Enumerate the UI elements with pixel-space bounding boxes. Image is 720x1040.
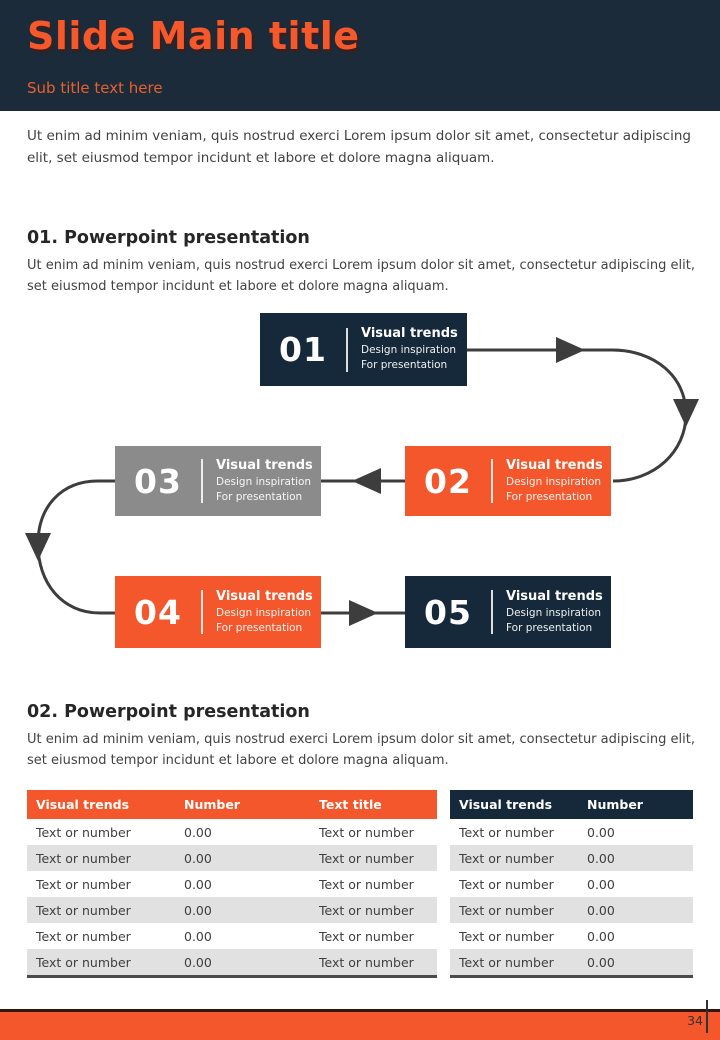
table-cell: 0.00: [578, 897, 693, 923]
table-row: [450, 949, 693, 975]
page-subtitle: Sub title text here: [27, 79, 163, 97]
step-number: 04: [134, 592, 182, 632]
table-cell: Text or number: [36, 928, 131, 944]
page-number-divider: [706, 1000, 708, 1033]
footer-bar: [0, 1009, 720, 1040]
table-row: [450, 897, 693, 923]
table-row: [27, 871, 437, 897]
step-line: Design inspiration: [506, 606, 602, 619]
connector-03-04: [38, 481, 115, 613]
table-cell: 0.00: [587, 824, 615, 840]
step-number: 05: [424, 592, 472, 632]
table-cell: Text or number: [319, 928, 414, 944]
table-row: [27, 923, 437, 949]
page-number: 34: [687, 1013, 703, 1028]
step-line: Design inspiration: [361, 344, 457, 357]
table-cell: Text or number: [310, 897, 437, 923]
table-cell: Text or number: [459, 928, 554, 944]
table-cell: Text or number: [459, 876, 554, 892]
arrowhead-left-icon: [352, 468, 381, 494]
table-cell: 0.00: [578, 845, 693, 871]
table-cell: 0.00: [587, 928, 615, 944]
table-cell: Text or number: [310, 949, 437, 975]
table-row: [27, 897, 437, 923]
table-cell: 0.00: [587, 876, 615, 892]
table-cell: 0.00: [184, 928, 212, 944]
step-line: For presentation: [506, 490, 593, 503]
table-cell: 0.00: [175, 845, 310, 871]
flow-diagram: [0, 300, 720, 670]
step-title: Visual trends: [216, 588, 313, 604]
data-table-right: [450, 790, 693, 978]
column-header: Number: [175, 790, 310, 819]
table-header-row: [27, 790, 437, 819]
step-line: For presentation: [216, 621, 303, 634]
section-1-heading: 01. Powerpoint presentation: [27, 228, 310, 248]
table-row: [27, 949, 437, 975]
step-divider: [201, 459, 203, 503]
table-header-row: [450, 790, 693, 819]
step-line: Design inspiration: [506, 475, 602, 488]
table-cell: Text or number: [36, 876, 131, 892]
table-row: [27, 845, 437, 871]
step-divider: [346, 328, 348, 372]
table-cell: Text or number: [27, 949, 175, 975]
table-cell: Text or number: [450, 949, 578, 975]
table-row: [450, 845, 693, 871]
section-2-heading: 02. Powerpoint presentation: [27, 702, 310, 722]
arrowhead-down-icon: [25, 533, 51, 561]
step-box-05: [405, 576, 611, 648]
page-title: Slide Main title: [27, 14, 360, 58]
step-line: Design inspiration: [216, 606, 312, 619]
table-cell: Text or number: [450, 897, 578, 923]
column-header: Visual trends: [450, 790, 578, 819]
column-header: Number: [578, 790, 693, 819]
step-box-04: [115, 576, 321, 648]
section-1-paragraph: Ut enim ad minim veniam, quis nostrud exerci Lorem ipsum dolor sit amet, consectetur adipiscing elit, set eiusmod tempor incidunt et labore et dolore magna aliquam.: [27, 258, 695, 294]
table-cell: Text or number: [27, 897, 175, 923]
arrowhead-down-icon: [673, 399, 699, 427]
table-row: [450, 871, 693, 897]
step-number: 02: [424, 461, 472, 501]
step-box-01: [260, 313, 467, 386]
section-2-paragraph: Ut enim ad minim veniam, quis nostrud exerci Lorem ipsum dolor sit amet, consectetur adipiscing elit, set eiusmod tempor incidunt et labore et dolore magna aliquam.: [27, 732, 695, 768]
step-line: For presentation: [361, 359, 448, 371]
step-line: For presentation: [506, 621, 593, 634]
step-box-03: [115, 446, 321, 516]
step-box-02: [405, 446, 611, 516]
table-cell: 0.00: [184, 876, 212, 892]
intro-paragraph: Ut enim ad minim veniam, quis nostrud exerci Lorem ipsum dolor sit amet, consectetur adipiscing elit, set eiusmod tempor incidunt et labore et dolore magna aliquam.: [27, 128, 691, 166]
table-cell: Text or number: [450, 845, 578, 871]
table-row: [450, 819, 693, 845]
table-cell: Text or number: [36, 824, 131, 840]
table-cell: 0.00: [175, 949, 310, 975]
column-header: Visual trends: [27, 790, 175, 819]
arrowhead-right-icon: [349, 600, 378, 626]
page-header: [0, 0, 720, 111]
arrowhead-right-icon: [556, 337, 585, 363]
step-title: Visual trends: [506, 457, 603, 473]
data-table-left: [27, 790, 437, 978]
table-cell: 0.00: [175, 897, 310, 923]
table-cell: 0.00: [578, 949, 693, 975]
step-line: For presentation: [216, 490, 303, 503]
step-line: Design inspiration: [216, 475, 312, 488]
table-row: [27, 819, 437, 845]
step-number: 01: [279, 330, 327, 369]
table-row: [450, 923, 693, 949]
table-cell: Text or number: [319, 824, 414, 840]
table-cell: Text or number: [459, 824, 554, 840]
step-divider: [491, 590, 493, 634]
table-cell: Text or number: [310, 845, 437, 871]
table-cell: Text or number: [27, 845, 175, 871]
table-cell: Text or number: [319, 876, 414, 892]
table-cell: 0.00: [184, 824, 212, 840]
step-title: Visual trends: [506, 588, 603, 604]
step-divider: [491, 459, 493, 503]
column-header: Text title: [310, 790, 437, 819]
step-number: 03: [134, 461, 182, 501]
step-title: Visual trends: [361, 326, 458, 342]
step-title: Visual trends: [216, 457, 313, 473]
step-divider: [201, 590, 203, 634]
